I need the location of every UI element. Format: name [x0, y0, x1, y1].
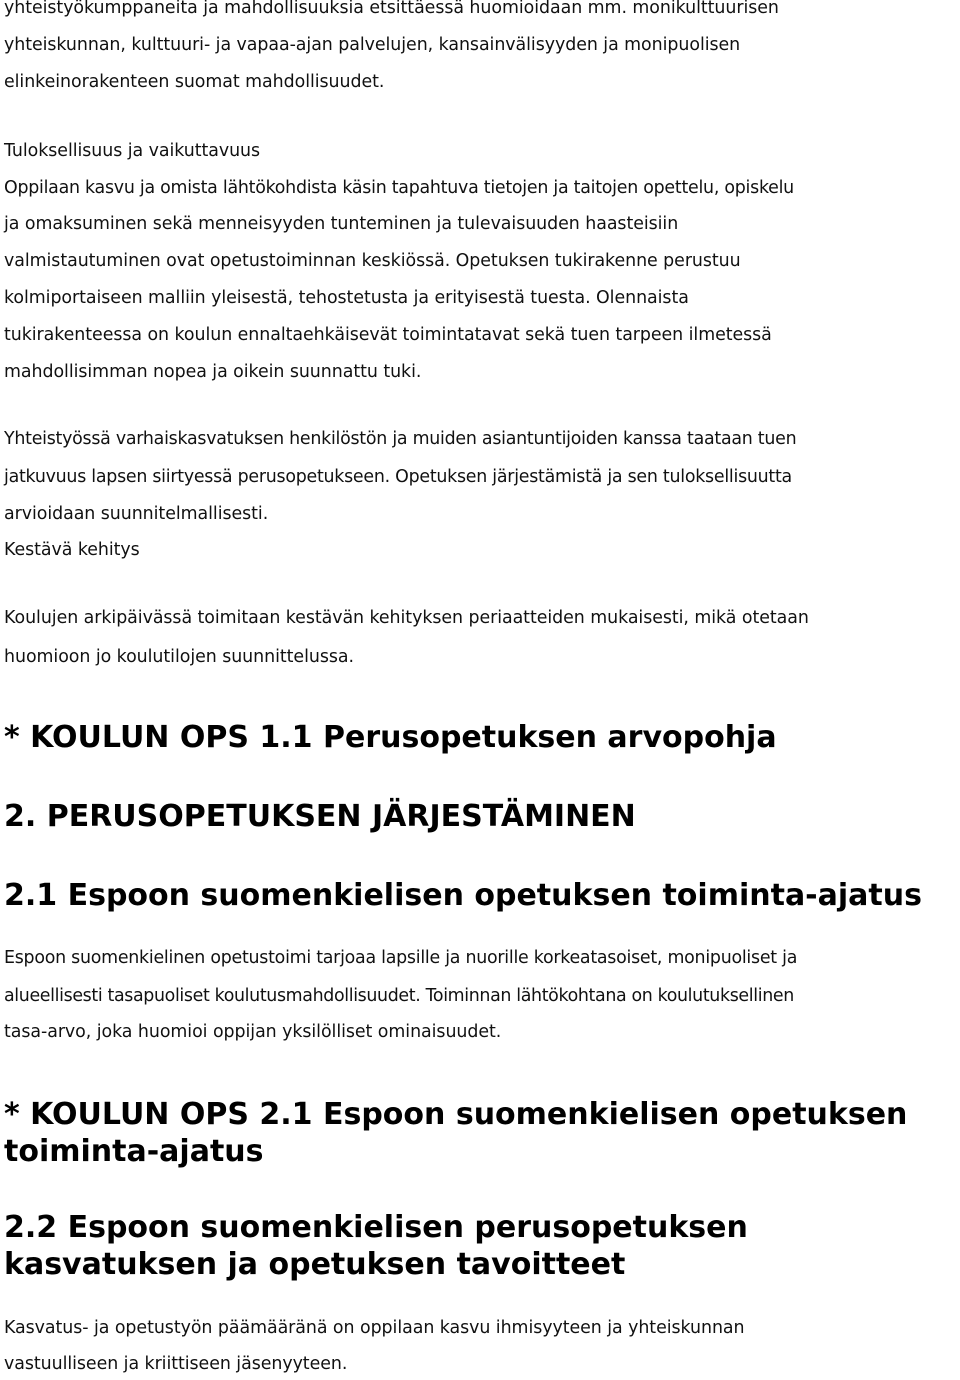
- paragraph-line: tasa-arvo, joka huomioi oppijan yksilölliset ominaisuudet.: [4, 1022, 502, 1042]
- heading-ops-1-1: * KOULUN OPS 1.1 Perusopetuksen arvopohja: [4, 720, 777, 755]
- paragraph-line: elinkeinorakenteen suomat mahdollisuudet.: [4, 72, 385, 92]
- paragraph-line: yhteistyökumppaneita ja mahdollisuuksia etsittäessä huomioidaan mm. monikulttuurisen: [4, 0, 779, 18]
- heading-2: 2. PERUSOPETUKSEN JÄRJESTÄMINEN: [4, 799, 636, 834]
- paragraph-line: Espoon suomenkielinen opetustoimi tarjoaa lapsille ja nuorille korkeatasoiset, monipuoliset ja: [4, 948, 798, 968]
- paragraph-line: Kasvatus- ja opetustyön päämääränä on oppilaan kasvu ihmisyyteen ja yhteiskunnan: [4, 1318, 745, 1338]
- paragraph-line: huomioon jo koulutilojen suunnittelussa.: [4, 647, 354, 667]
- heading-ops-2-1: * KOULUN OPS 2.1 Espoon suomenkielisen opetuksen: [4, 1097, 908, 1132]
- paragraph-line: valmistautuminen ovat opetustoiminnan keskiössä. Opetuksen tukirakenne perustuu: [4, 251, 741, 271]
- paragraph-line: tukirakenteessa on koulun ennaltaehkäisevät toimintatavat sekä tuen tarpeen ilmetessä: [4, 325, 772, 345]
- paragraph-line: mahdollisimman nopea ja oikein suunnattu tuki.: [4, 362, 422, 382]
- subheading: Tuloksellisuus ja vaikuttavuus: [4, 141, 261, 161]
- paragraph-line: arvioidaan suunnitelmallisesti.: [4, 504, 269, 524]
- paragraph-line: vastuulliseen ja kriittiseen jäsenyyteen.: [4, 1354, 348, 1374]
- paragraph-line: Koulujen arkipäivässä toimitaan kestävän kehityksen periaatteiden mukaisesti, mikä otetaan: [4, 608, 809, 628]
- paragraph-line: ja omaksuminen sekä menneisyyden tunteminen ja tulevaisuuden haasteisiin: [4, 214, 679, 234]
- paragraph-line: kolmiportaiseen malliin yleisestä, tehostetusta ja erityisestä tuesta. Olennaista: [4, 288, 689, 308]
- subheading: Kestävä kehitys: [4, 540, 140, 560]
- paragraph-line: alueellisesti tasapuoliset koulutusmahdollisuudet. Toiminnan lähtökohtana on koulutuksellinen: [4, 986, 794, 1006]
- heading-ops-2-1-cont: toiminta-ajatus: [4, 1134, 264, 1169]
- heading-2-2: 2.2 Espoon suomenkielisen perusopetuksen: [4, 1210, 748, 1245]
- heading-2-2-cont: kasvatuksen ja opetuksen tavoitteet: [4, 1247, 626, 1282]
- paragraph-line: Yhteistyössä varhaiskasvatuksen henkilöstön ja muiden asiantuntijoiden kanssa taataan tuen: [4, 429, 797, 449]
- paragraph-line: yhteiskunnan, kulttuuri- ja vapaa-ajan palvelujen, kansainvälisyyden ja monipuolisen: [4, 35, 741, 55]
- paragraph-line: Oppilaan kasvu ja omista lähtökohdista käsin tapahtuva tietojen ja taitojen opettelu, opiskelu: [4, 178, 794, 198]
- paragraph-line: jatkuvuus lapsen siirtyessä perusopetukseen. Opetuksen järjestämistä ja sen tuloksellisuutta: [4, 467, 792, 487]
- heading-2-1: 2.1 Espoon suomenkielisen opetuksen toiminta-ajatus: [4, 878, 922, 913]
